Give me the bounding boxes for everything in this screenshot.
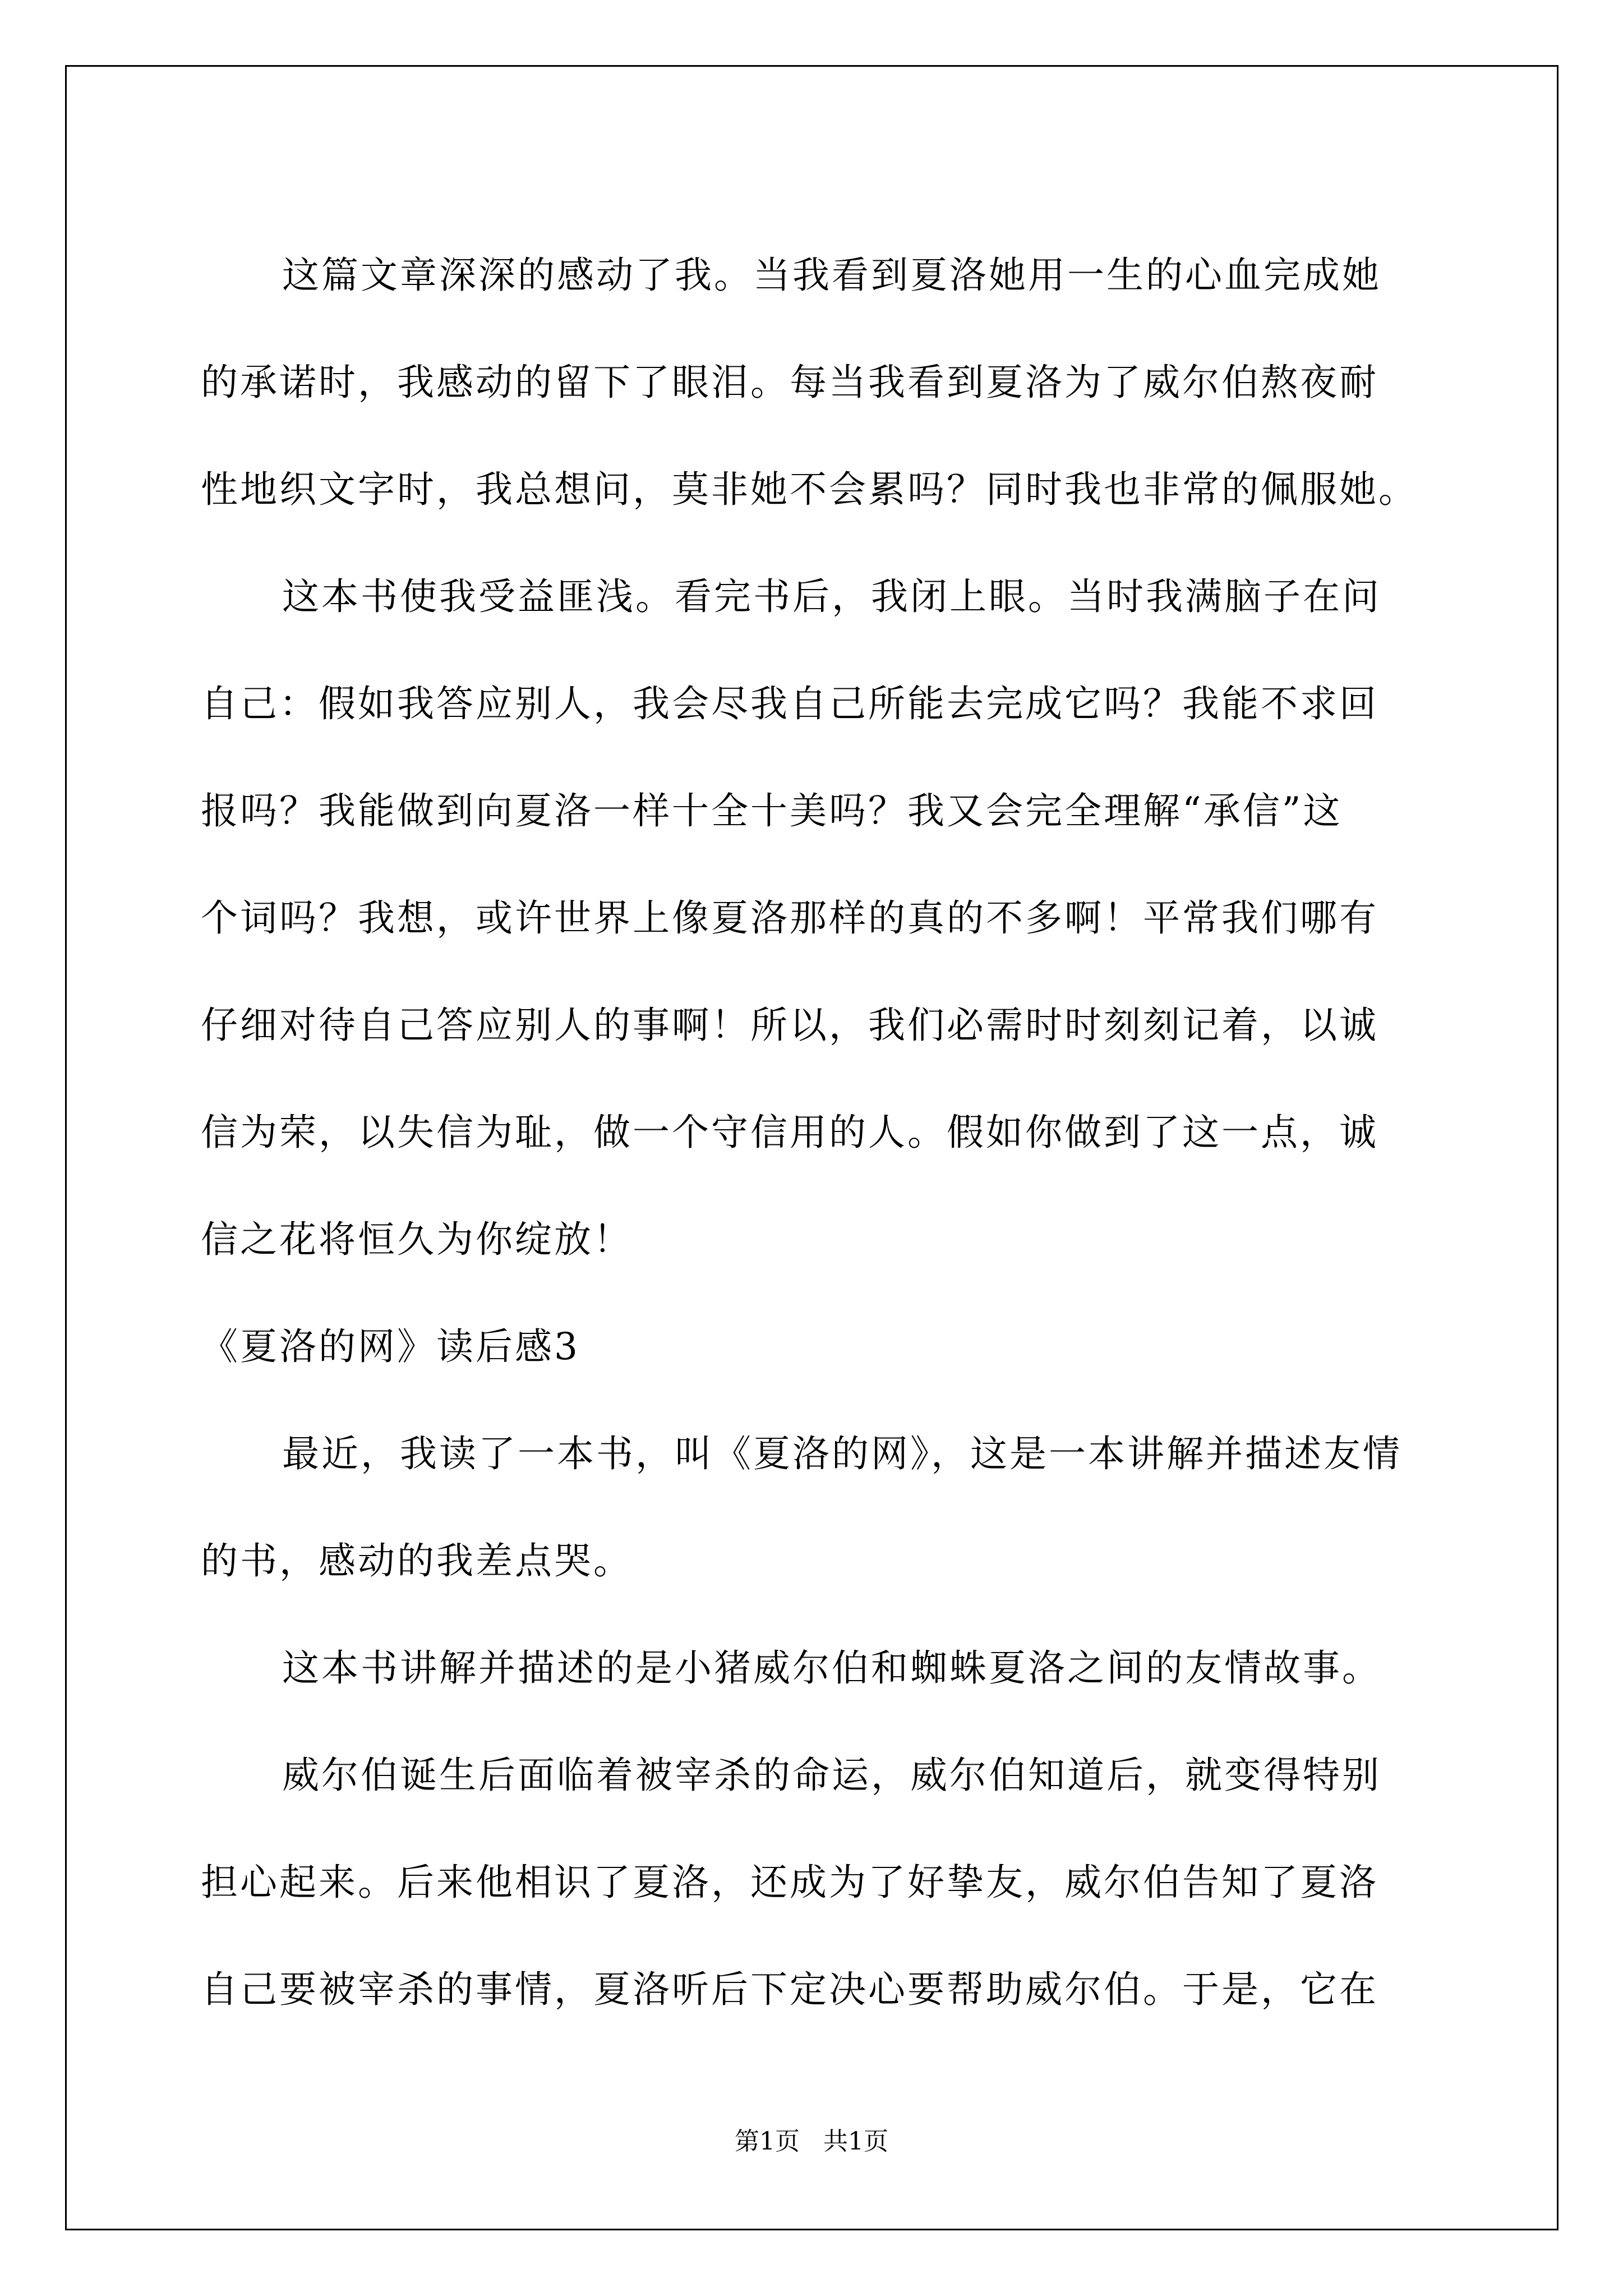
document-body [201,222,1435,2043]
section-heading: 《夏洛的网》读后感3 [201,1325,580,1368]
text-line: 的承诺时，我感动的留下了眼泪。每当我看到夏洛为了威尔伯熬夜耐 [201,361,1378,404]
text-line: 信为荣，以失信为耻，做一个守信用的人。假如你做到了这一点，诚 [201,1111,1378,1154]
text-line: 威尔伯诞生后面临着被宰杀的命运，威尔伯知道后，就变得特别 [282,1754,1381,1797]
text-line: 最近，我读了一本书，叫《夏洛的网》，这是一本讲解并描述友情 [282,1432,1402,1475]
text-line: 这本书讲解并描述的是小猪威尔伯和蜘蛛夏洛之间的友情故事。 [282,1646,1381,1690]
text-line: 自己要被宰杀的事情，夏洛听后下定决心要帮助威尔伯。于是，它在 [201,1968,1378,2011]
text-line: 自己：假如我答应别人，我会尽我自己所能去完成它吗？我能不求回 [201,682,1378,725]
text-line: 报吗？我能做到向夏洛一样十全十美吗？我又会完全理解“承信”这 [201,789,1343,832]
text-line: 这篇文章深深的感动了我。当我看到夏洛她用一生的心血完成她 [282,254,1381,297]
text-line: 性地织文字时，我总想问，莫非她不会累吗？同时我也非常的佩服她。 [201,468,1418,511]
text-line: 的书，感动的我差点哭。 [201,1539,633,1582]
text-line: 个词吗？我想，或许世界上像夏洛那样的真的不多啊！平常我们哪有 [201,896,1378,940]
text-line: 这本书使我受益匪浅。看完书后，我闭上眼。当时我满脑子在问 [282,575,1381,618]
text-line: 仔细对待自己答应别人的事啊！所以，我们必需时时刻刻记着，以诚 [201,1004,1378,1047]
page-footer: 第1页 共1页 [735,2127,888,2156]
text-line: 信之花将恒久为你绽放！ [201,1218,633,1261]
text-line: 担心起来。后来他相识了夏洛，还成为了好挚友，威尔伯告知了夏洛 [201,1861,1378,1904]
